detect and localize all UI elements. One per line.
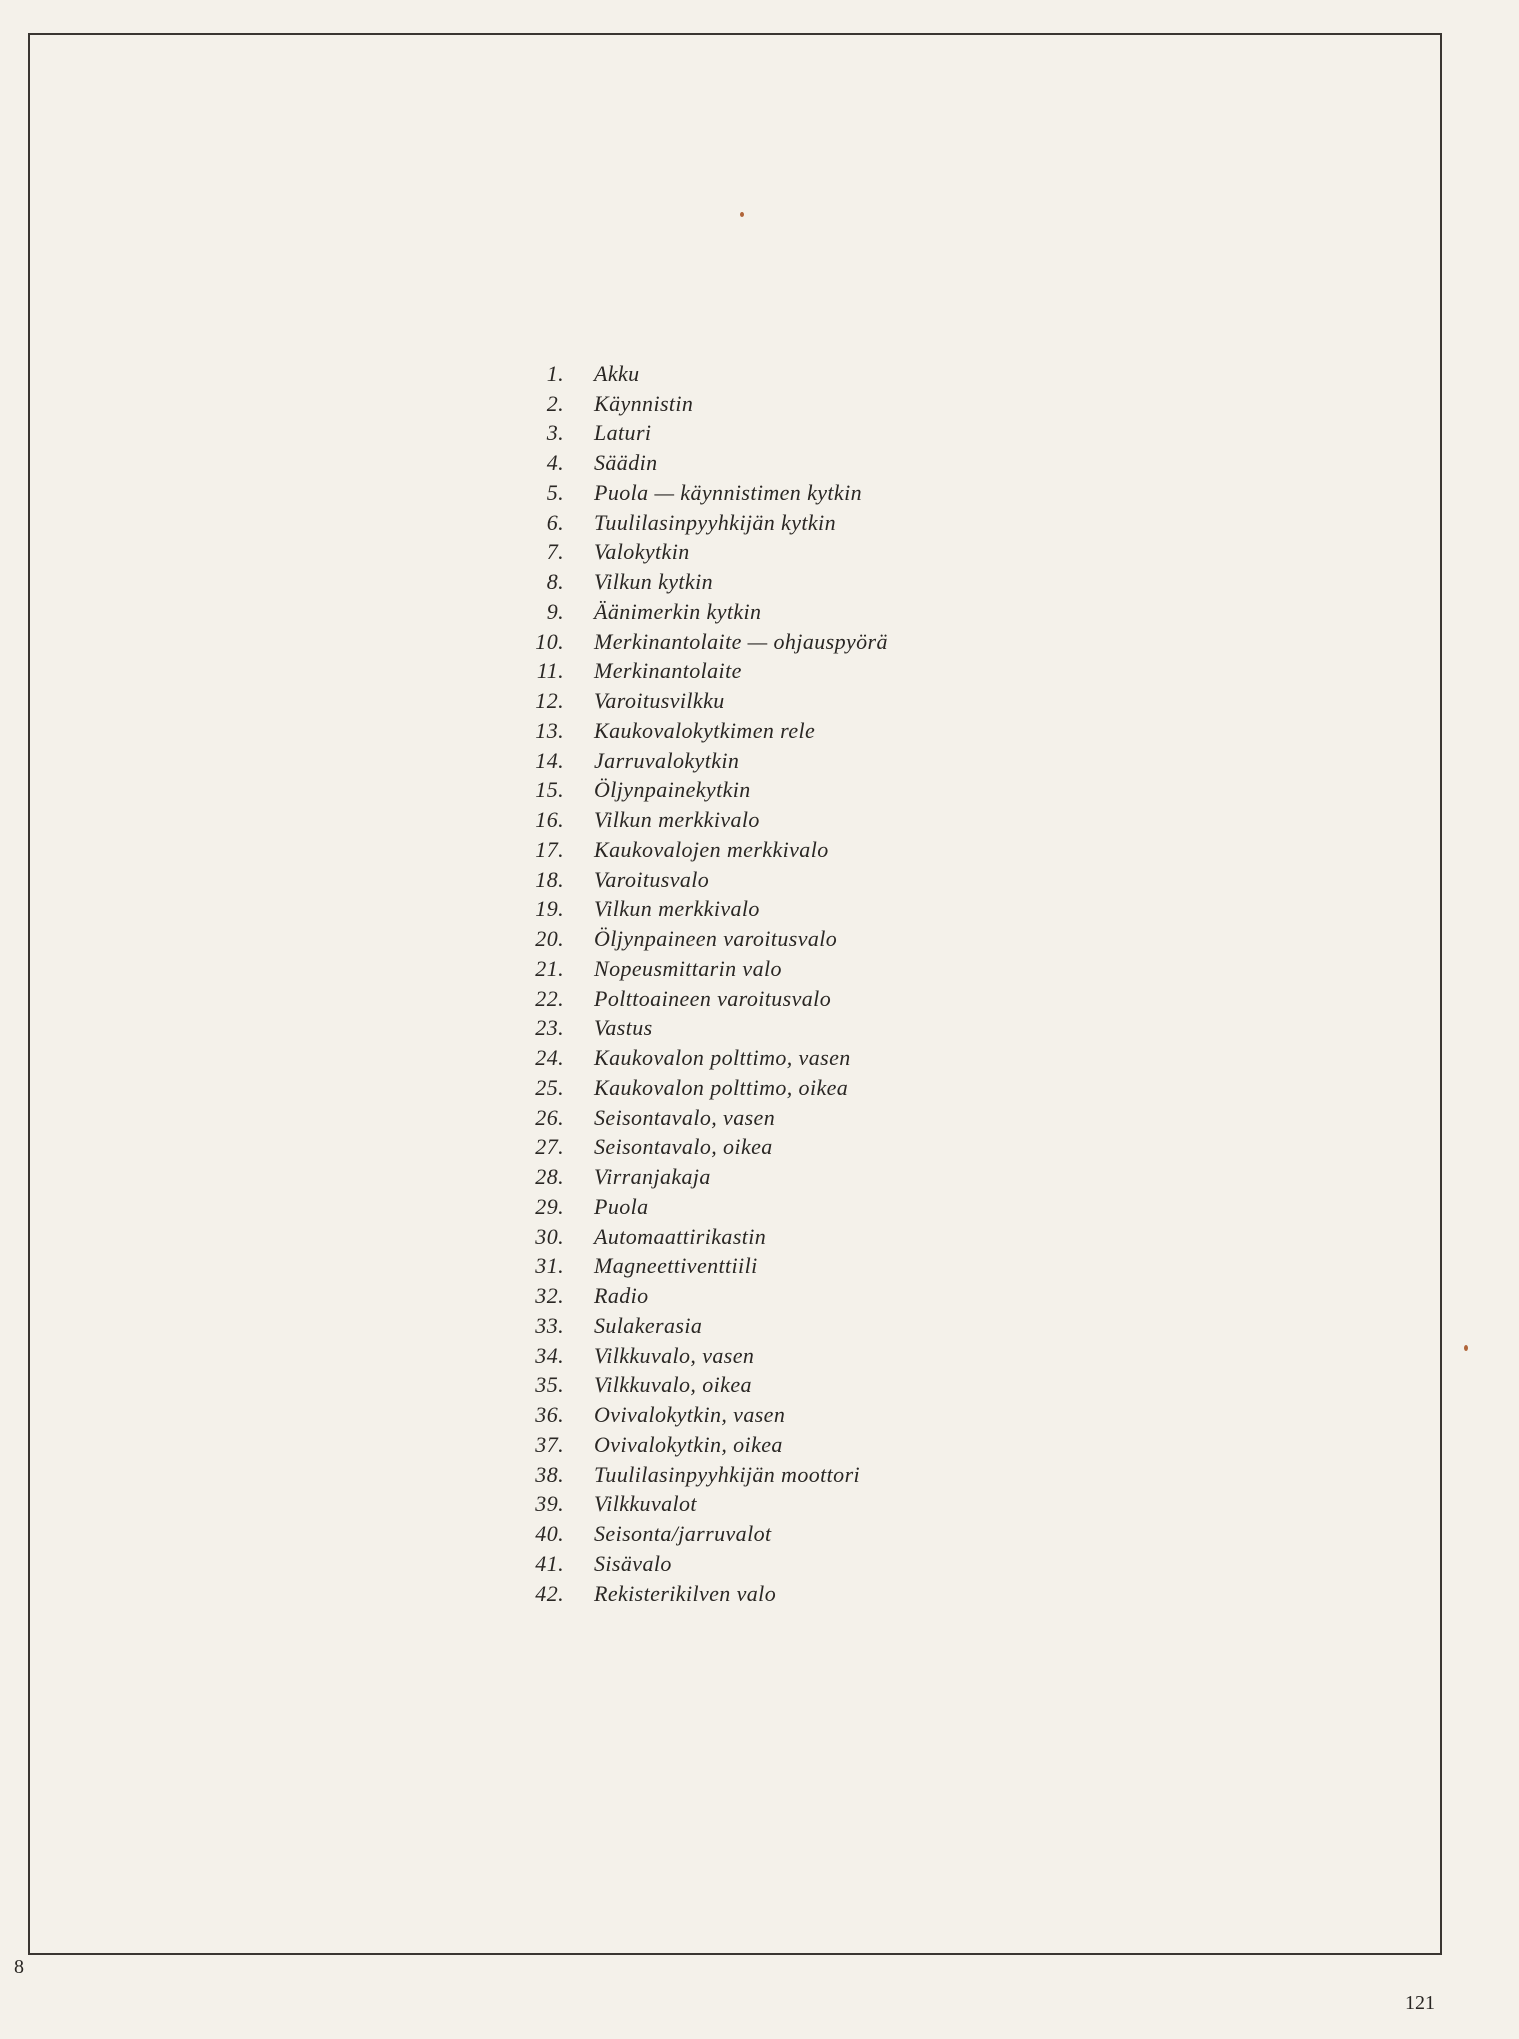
legend-item-label: Vilkkuvalot <box>594 1491 697 1517</box>
legend-item-number: 8. <box>546 569 564 595</box>
legend-item-number: 10. <box>535 628 564 654</box>
legend-item-label: Tuulilasinpyyhkijän kytkin <box>594 509 836 535</box>
legend-item-label: Puola — käynnistimen kytkin <box>594 479 863 505</box>
legend-item <box>520 1579 888 1609</box>
legend-item <box>520 1043 888 1073</box>
legend-item-number: 4. <box>546 450 564 476</box>
legend-item-number: 7. <box>546 539 564 565</box>
legend-item <box>520 657 888 687</box>
legend-item <box>520 1252 888 1282</box>
legend-item-label: Laturi <box>594 420 652 446</box>
legend-item-number: 33. <box>535 1312 564 1338</box>
legend-item-number: 17. <box>535 836 564 862</box>
legend-item-number: 42. <box>535 1580 564 1606</box>
ink-speck <box>740 212 744 217</box>
legend-item-label: Merkinantolaite — ohjauspyörä <box>594 628 888 654</box>
legend-item-number: 20. <box>535 926 564 952</box>
legend-item-label: Nopeusmittarin valo <box>594 955 782 981</box>
legend-item-number: 18. <box>535 866 564 892</box>
legend-item-label: Automaattirikastin <box>594 1223 767 1249</box>
legend-item-number: 31. <box>535 1253 564 1279</box>
legend-item <box>520 1281 888 1311</box>
legend-item-label: Varoitusvalo <box>594 866 710 892</box>
legend-item <box>520 746 888 776</box>
legend-item-label: Vilkkuvalo, oikea <box>594 1372 752 1398</box>
legend-item-number: 14. <box>535 747 564 773</box>
legend-item-number: 2. <box>546 390 564 416</box>
legend-item-number: 39. <box>535 1491 564 1517</box>
legend-item-label: Seisontavalo, oikea <box>594 1134 773 1160</box>
legend-item-number: 32. <box>535 1283 564 1309</box>
legend-item <box>520 924 888 954</box>
component-legend-list <box>520 359 888 1609</box>
legend-item-number: 24. <box>535 1045 564 1071</box>
legend-item-label: Akku <box>594 360 640 386</box>
legend-item <box>520 805 888 835</box>
legend-item <box>520 1400 888 1430</box>
legend-item <box>520 538 888 568</box>
legend-item-number: 9. <box>546 598 564 624</box>
legend-item-label: Vilkun merkkivalo <box>594 807 760 833</box>
legend-item <box>520 895 888 925</box>
ink-speck <box>1464 1345 1468 1351</box>
legend-item-number: 11. <box>536 658 564 684</box>
legend-item-number: 34. <box>535 1342 564 1368</box>
legend-item <box>520 1222 888 1252</box>
legend-item <box>520 567 888 597</box>
legend-item-number: 36. <box>535 1402 564 1428</box>
legend-item-number: 15. <box>535 777 564 803</box>
legend-item-label: Seisontavalo, vasen <box>594 1104 776 1130</box>
legend-item-number: 6. <box>546 509 564 535</box>
legend-item-label: Kaukovalojen merkkivalo <box>594 836 829 862</box>
legend-item-number: 35. <box>535 1372 564 1398</box>
legend-item-label: Polttoaineen varoitusvalo <box>594 985 832 1011</box>
legend-item-label: Puola <box>594 1193 649 1219</box>
legend-item-label: Kaukovalokytkimen rele <box>594 717 816 743</box>
legend-item-number: 19. <box>535 896 564 922</box>
legend-item <box>520 776 888 806</box>
legend-item-label: Kaukovalon polttimo, oikea <box>594 1074 849 1100</box>
legend-item <box>520 597 888 627</box>
legend-item-number: 37. <box>535 1431 564 1457</box>
legend-item-label: Merkinantolaite <box>594 658 742 684</box>
legend-item-number: 21. <box>535 955 564 981</box>
legend-item-label: Jarruvalokytkin <box>594 747 740 773</box>
legend-item-label: Äänimerkin kytkin <box>594 598 762 624</box>
legend-item-label: Rekisterikilven valo <box>594 1580 777 1606</box>
legend-item <box>520 686 888 716</box>
legend-item-number: 28. <box>535 1164 564 1190</box>
legend-item-label: Öljynpainekytkin <box>594 777 751 803</box>
legend-item <box>520 478 888 508</box>
legend-item-number: 22. <box>535 985 564 1011</box>
legend-item <box>520 1311 888 1341</box>
legend-item-label: Kaukovalon polttimo, vasen <box>594 1045 851 1071</box>
legend-item <box>520 1430 888 1460</box>
legend-item-label: Käynnistin <box>594 390 694 416</box>
legend-item <box>520 1103 888 1133</box>
legend-item-number: 13. <box>535 717 564 743</box>
legend-item-number: 40. <box>535 1521 564 1547</box>
legend-item-number: 30. <box>535 1223 564 1249</box>
legend-item-number: 1. <box>546 360 564 386</box>
legend-item <box>520 1371 888 1401</box>
page-number-right: 121 <box>1405 1992 1435 2014</box>
legend-item <box>520 1133 888 1163</box>
legend-item-label: Sulakerasia <box>594 1312 703 1338</box>
legend-item-label: Vastus <box>594 1015 653 1041</box>
legend-item-label: Ovivalokytkin, oikea <box>594 1431 783 1457</box>
legend-item-number: 16. <box>535 807 564 833</box>
legend-item-number: 3. <box>546 420 564 446</box>
legend-item-number: 12. <box>535 688 564 714</box>
legend-item-number: 23. <box>535 1015 564 1041</box>
legend-item-label: Valokytkin <box>594 539 690 565</box>
legend-item <box>520 1460 888 1490</box>
legend-item-number: 25. <box>535 1074 564 1100</box>
legend-item <box>520 984 888 1014</box>
legend-item <box>520 1192 888 1222</box>
legend-item <box>520 1549 888 1579</box>
legend-item-label: Virranjakaja <box>594 1164 711 1190</box>
legend-item-number: 29. <box>535 1193 564 1219</box>
legend-item <box>520 389 888 419</box>
legend-item-label: Seisonta/jarruvalot <box>594 1521 772 1547</box>
legend-item <box>520 627 888 657</box>
legend-item <box>520 1073 888 1103</box>
legend-item-number: 41. <box>535 1550 564 1576</box>
legend-item-number: 5. <box>546 479 564 505</box>
legend-item <box>520 419 888 449</box>
legend-item-label: Säädin <box>594 450 658 476</box>
legend-item <box>520 448 888 478</box>
page-number-left: 8 <box>14 1956 24 1978</box>
legend-item-label: Öljynpaineen varoitusvalo <box>594 926 838 952</box>
legend-item-label: Radio <box>594 1283 649 1309</box>
legend-item <box>520 1519 888 1549</box>
legend-item <box>520 954 888 984</box>
legend-item-label: Magneettiventtiili <box>594 1253 758 1279</box>
legend-item-label: Vilkkuvalo, vasen <box>594 1342 755 1368</box>
legend-item <box>520 508 888 538</box>
legend-item-number: 27. <box>535 1134 564 1160</box>
legend-item-label: Vilkun kytkin <box>594 569 714 595</box>
legend-item <box>520 1490 888 1520</box>
legend-item <box>520 865 888 895</box>
legend-item-number: 26. <box>535 1104 564 1130</box>
legend-item-label: Varoitusvilkku <box>594 688 725 714</box>
legend-item-label: Ovivalokytkin, vasen <box>594 1402 786 1428</box>
legend-item <box>520 1341 888 1371</box>
legend-item-label: Tuulilasinpyyhkijän moottori <box>594 1461 861 1487</box>
legend-item <box>520 716 888 746</box>
legend-item-label: Vilkun merkkivalo <box>594 896 760 922</box>
legend-item-label: Sisävalo <box>594 1550 672 1576</box>
legend-item <box>520 359 888 389</box>
legend-item <box>520 1162 888 1192</box>
legend-item-number: 38. <box>535 1461 564 1487</box>
legend-item <box>520 1014 888 1044</box>
legend-item <box>520 835 888 865</box>
